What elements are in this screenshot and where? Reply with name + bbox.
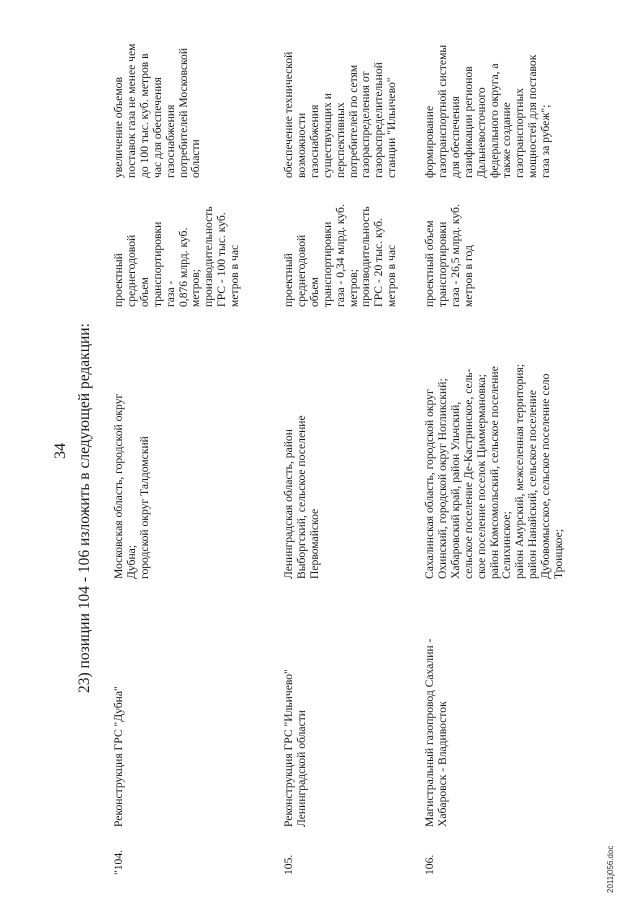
cell-line: объем bbox=[307, 277, 321, 307]
cell-line: для обеспечения bbox=[448, 96, 462, 178]
cell-line: метров; bbox=[346, 269, 360, 307]
cell-line: среднегодовой bbox=[294, 234, 308, 307]
object-name bbox=[424, 639, 450, 827]
row-number: 105. bbox=[282, 854, 295, 875]
cell-line: газотранспортных bbox=[513, 87, 527, 178]
object-purpose bbox=[424, 45, 553, 178]
object-capacity bbox=[283, 204, 399, 307]
cell-line: газа - 26,5 млрд. куб. bbox=[448, 204, 462, 307]
cell-line: также создание bbox=[500, 102, 514, 178]
cell-line: Селихинское; bbox=[500, 511, 514, 579]
cell-line: район Амурский, межселенная территория; bbox=[513, 363, 527, 579]
cell-line: перспективных bbox=[333, 102, 347, 178]
cell-line: сельское поселение Де-Кастринское, сель- bbox=[461, 368, 475, 579]
cell-line: Дубовомысское, сельское поселение село bbox=[539, 373, 553, 579]
cell-line: Охинский, городской округ Ногликский; bbox=[435, 378, 449, 579]
cell-line: формирование bbox=[423, 105, 436, 178]
cell-line: Ленинградской области bbox=[294, 710, 308, 827]
cell-line: транспортировки bbox=[320, 221, 334, 307]
cell-line: метров; bbox=[189, 269, 203, 307]
cell-line: ское поселение поселок Циммермановка; bbox=[474, 374, 488, 579]
cell-line: газа - 0,34 млрд. куб. bbox=[333, 204, 347, 307]
object-name bbox=[283, 669, 309, 827]
cell-line: район Комсомольский, сельское поселение bbox=[487, 366, 501, 579]
cell-line: ГРС - 20 тыс. куб. bbox=[372, 218, 386, 307]
cell-line: Московская область, городской округ bbox=[112, 393, 125, 579]
cell-line: поставок газа не менее чем bbox=[124, 43, 138, 178]
page-number: 34 bbox=[52, 443, 69, 459]
cell-line: Хабаровский край, район Ульчский, bbox=[448, 401, 462, 579]
cell-line: Дубна; bbox=[124, 544, 138, 579]
object-capacity bbox=[113, 206, 242, 307]
cell-line: проектный объем bbox=[423, 220, 436, 307]
cell-line: городской округ Талдомский bbox=[137, 436, 151, 579]
cell-line: станции "Ильичево" bbox=[385, 77, 399, 178]
cell-line: проектный bbox=[112, 253, 125, 307]
cell-line: производительность bbox=[202, 206, 216, 307]
cell-line: час для обеспечения bbox=[150, 77, 164, 178]
cell-line: газоснабжения bbox=[163, 104, 177, 178]
cell-line: Первомайское bbox=[307, 508, 321, 579]
cell-line: газа - bbox=[163, 280, 177, 307]
object-location bbox=[113, 394, 152, 579]
cell-line: транспортировки bbox=[150, 221, 164, 307]
cell-line: увеличение объемов bbox=[112, 77, 125, 178]
row-number: "104. bbox=[112, 849, 125, 875]
cell-line: транспортировки bbox=[435, 221, 449, 307]
cell-line: газораспределительной bbox=[372, 62, 386, 178]
cell-line: объем bbox=[137, 277, 151, 307]
cell-line: газификации регионов bbox=[461, 66, 475, 178]
object-purpose bbox=[113, 44, 203, 178]
cell-line: метров в час bbox=[385, 244, 399, 307]
file-name-footer: 2011j056.doc bbox=[606, 845, 615, 893]
cell-line: Хабаровск - Владивосток bbox=[435, 701, 449, 827]
cell-line: Сахалинская область, городской округ bbox=[423, 389, 436, 579]
cell-line: 0,876 млрд. куб. bbox=[176, 227, 190, 307]
cell-line: до 100 тыс. куб. метров в bbox=[137, 53, 151, 178]
cell-line: газоснабжения bbox=[307, 104, 321, 178]
cell-line: газа за рубеж"; bbox=[539, 104, 553, 178]
cell-line: Ленинградская область, район bbox=[282, 429, 295, 579]
cell-line: Дальневосточного bbox=[474, 87, 488, 178]
cell-line: области bbox=[189, 139, 203, 178]
cell-line: Троицкое; bbox=[552, 529, 566, 579]
cell-line: Выборгский, сельское поселение bbox=[294, 415, 308, 579]
cell-line: среднегодовой bbox=[124, 234, 138, 307]
cell-line: район Нанайский, сельское поселение bbox=[526, 390, 540, 579]
cell-line: газораспределения от bbox=[359, 71, 373, 178]
cell-line: проектный bbox=[282, 253, 295, 307]
cell-line: метров в год bbox=[461, 245, 475, 307]
cell-line: производительность bbox=[359, 206, 373, 307]
cell-line: потребителей Московской bbox=[176, 47, 190, 178]
object-name bbox=[113, 686, 126, 827]
cell-line: ГРС - 100 тыс. куб. bbox=[215, 212, 229, 307]
cell-line: потребителей по сетям bbox=[346, 64, 360, 178]
cell-line: федерального округа, а bbox=[487, 63, 501, 178]
cell-line: возможности bbox=[294, 112, 308, 178]
cell-line: Реконструкция ГРС "Дубна" bbox=[112, 686, 125, 827]
object-location bbox=[283, 415, 322, 579]
row-number: 106. bbox=[423, 854, 436, 875]
cell-line: обеспечение технической bbox=[282, 51, 295, 178]
object-purpose bbox=[283, 52, 399, 178]
cell-line: существующих и bbox=[320, 93, 334, 178]
cell-line: Реконструкция ГРС "Ильичево" bbox=[282, 669, 295, 827]
object-location bbox=[424, 364, 566, 579]
cell-line: метров в час bbox=[228, 244, 242, 307]
intro-text: 23) позиции 104 - 106 изложить в следующей редакции: bbox=[76, 323, 93, 693]
cell-line: Магистральный газопровод Сахалин - bbox=[423, 638, 436, 827]
object-capacity bbox=[424, 204, 476, 307]
cell-line: газотранспортной системы bbox=[435, 44, 449, 178]
cell-line: мощностей для поставок bbox=[526, 54, 540, 178]
